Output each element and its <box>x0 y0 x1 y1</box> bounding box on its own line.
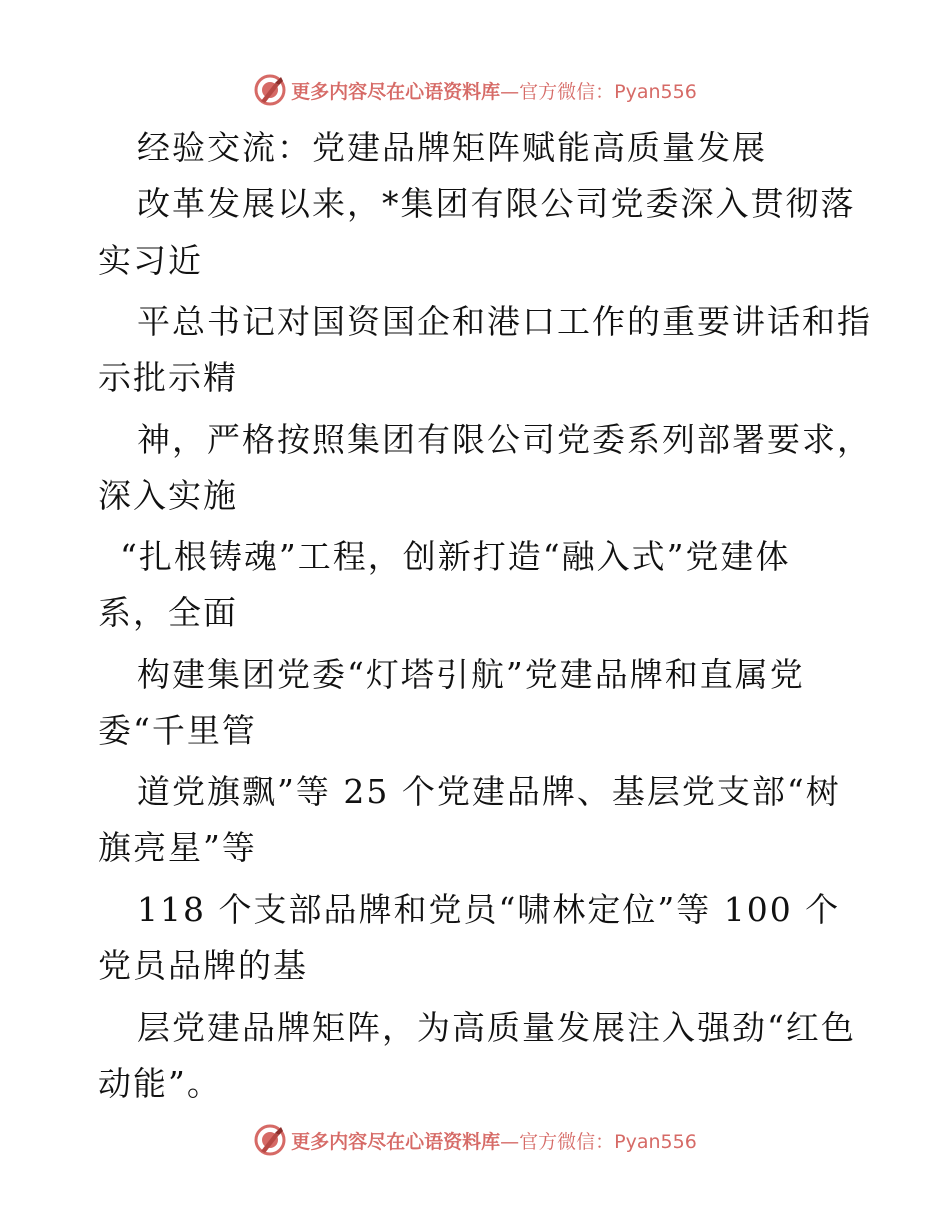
watermark-text: 更多内容尽在心语资料库 <box>291 1130 501 1153</box>
paragraph-line: 党员品牌的基 <box>98 946 308 985</box>
paragraph-line: 旗亮星”等 <box>98 828 257 867</box>
document-title: 经验交流：党建品牌矩阵赋能高质量发展 <box>137 128 767 167</box>
paragraph-line: 层党建品牌矩阵，为高质量发展注入强劲“红色 <box>137 1008 856 1047</box>
paragraph-line: “扎根铸魂”工程，创新打造“融入式”党建体 <box>120 537 791 576</box>
watermark-contact: —官方微信：Pyan556 <box>500 80 697 103</box>
paragraph-line: 委“千里管 <box>98 711 257 750</box>
pen-logo-icon <box>253 73 287 107</box>
paragraph-line: 动能”。 <box>98 1064 222 1103</box>
paragraph-line: 改革发展以来，*集团有限公司党委深入贯彻落 <box>137 184 856 223</box>
paragraph-line: 系，全面 <box>98 593 238 632</box>
paragraph-line: 示批示精 <box>98 358 238 397</box>
pen-logo-icon <box>253 1123 287 1157</box>
paragraph-line: 神，严格按照集团有限公司党委系列部署要求， <box>137 420 872 459</box>
paragraph-line: 深入实施 <box>98 476 238 515</box>
paragraph-line: 构建集团党委“灯塔引航”党建品牌和直属党 <box>137 655 805 694</box>
paragraph-line: 实习近 <box>98 241 203 280</box>
paragraph-line: 118 个支部品牌和党员“啸林定位”等 100 个 <box>137 890 841 929</box>
footer-watermark <box>0 1120 950 1160</box>
paragraph-line: 平总书记对国资国企和港口工作的重要讲话和指 <box>137 302 872 341</box>
header-watermark <box>0 70 950 110</box>
paragraph-line: 道党旗飘”等 25 个党建品牌、基层党支部“树 <box>137 772 841 811</box>
watermark-contact: —官方微信：Pyan556 <box>500 1130 697 1153</box>
watermark-text: 更多内容尽在心语资料库 <box>291 80 501 103</box>
